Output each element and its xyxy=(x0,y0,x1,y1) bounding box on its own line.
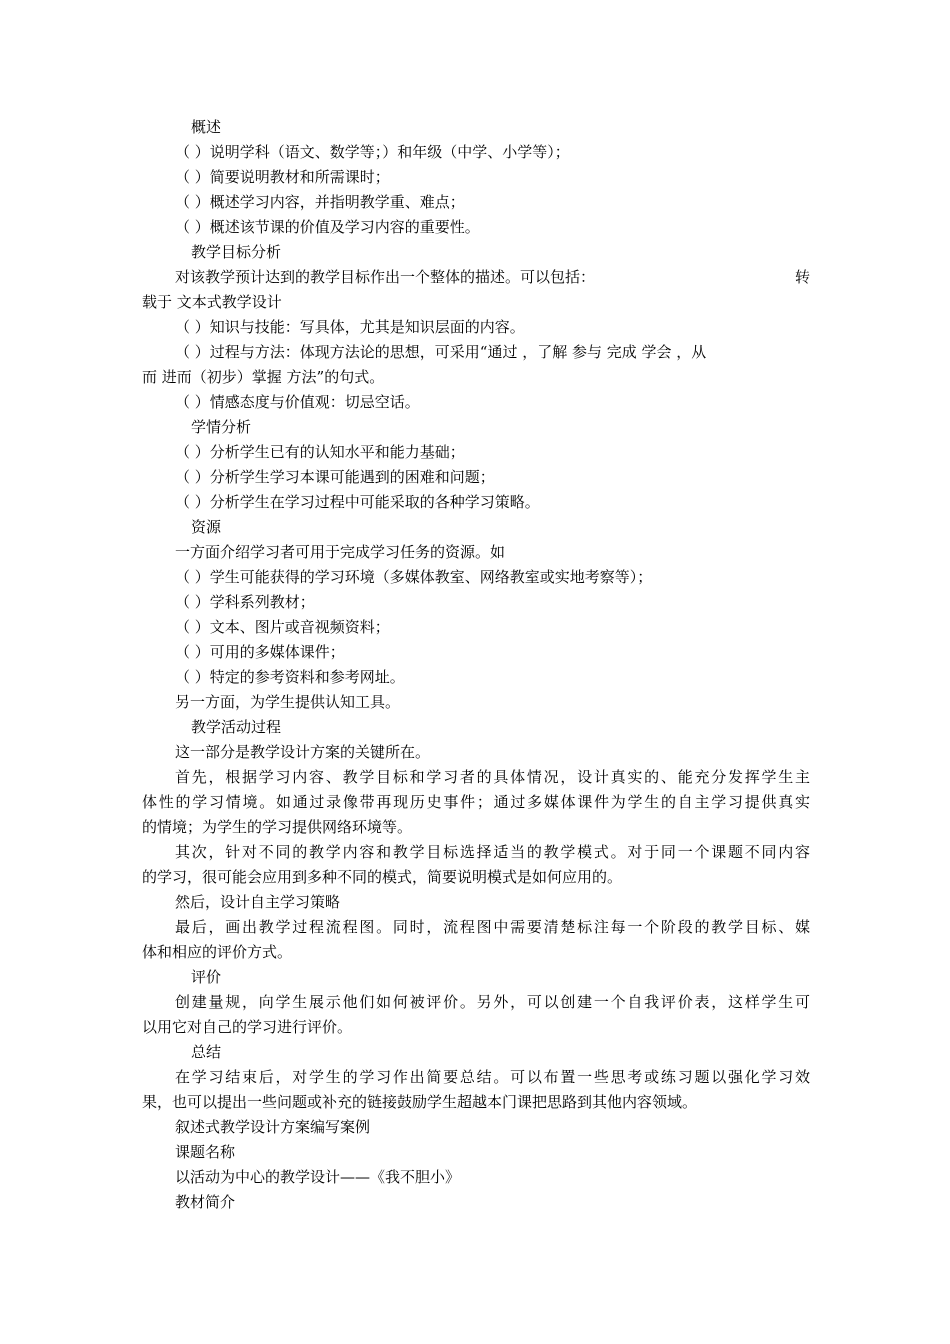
section-heading-evaluation: 评价 xyxy=(191,968,222,986)
resources-intro: 一方面介绍学习者可用于完成学习任务的资源。如 xyxy=(175,543,506,561)
paragraph-line: 在学习结束后，对学生的学习作出简要总结。可以布置一些思考或练习题以强化学习效 xyxy=(175,1068,810,1086)
case-name-label: 课题名称 xyxy=(175,1143,236,1161)
resources-outro: 另一方面，为学生提供认知工具。 xyxy=(175,693,401,711)
list-item: （ ）概述该节课的价值及学习内容的重要性。 xyxy=(175,218,480,236)
section-heading-overview: 概述 xyxy=(191,118,222,136)
list-item: （ ）文本、图片或音视频资料； xyxy=(175,618,390,636)
goals-intro-line xyxy=(175,265,810,290)
case-material-label: 教材简介 xyxy=(175,1193,236,1211)
paragraph-line: 的学习，很可能会应用到多种不同的模式，简要说明模式是如何应用的。 xyxy=(142,868,623,886)
list-item: （ ）情感态度与价值观：切忌空话。 xyxy=(175,393,420,411)
section-heading-goals: 教学目标分析 xyxy=(191,243,282,261)
list-item: （ ）分析学生已有的认知水平和能力基础； xyxy=(175,443,465,461)
goals-intro: 对该教学预计达到的教学目标作出一个整体的描述。可以包括： xyxy=(175,268,596,286)
paragraph-line: 这一部分是教学设计方案的关键所在。 xyxy=(175,743,431,761)
list-item: （ ）概述学习内容，并指明教学重、难点； xyxy=(175,193,465,211)
list-item: （ ）过程与方法：体现方法论的思想，可采用“通过 ，了解 参与 完成 学会 ，从 xyxy=(175,343,707,361)
list-item: （ ）分析学生学习本课可能遇到的困难和问题； xyxy=(175,468,495,486)
list-item: （ ）分析学生在学习过程中可能采取的各种学习策略。 xyxy=(175,493,540,511)
case-name-value: 以活动为中心的教学设计——《我不胆小》 xyxy=(175,1168,461,1186)
paragraph-line: 首先，根据学习内容、教学目标和学习者的具体情况，设计真实的、能充分发挥学生主 xyxy=(175,768,810,786)
list-item: （ ）学科系列教材； xyxy=(175,593,315,611)
list-item: （ ）简要说明教材和所需课时； xyxy=(175,168,390,186)
section-heading-learners: 学情分析 xyxy=(191,418,252,436)
paragraph-line: 最后，画出教学过程流程图。同时，流程图中需要清楚标注每一个阶段的教学目标、媒 xyxy=(175,918,810,936)
goals-intro-tail: 转 xyxy=(794,268,810,286)
list-item: （ ）说明学科（语文、数学等；）和年级（中学、小学等）； xyxy=(175,143,570,161)
list-item: （ ）知识与技能：写具体，尤其是知识层面的内容。 xyxy=(175,318,525,336)
list-item: （ ）学生可能获得的学习环境（多媒体教室、网络教室或实地考察等）； xyxy=(175,568,653,586)
paragraph-line: 其次，针对不同的教学内容和教学目标选择适当的教学模式。对于同一个课题不同内容 xyxy=(175,843,810,861)
paragraph-line: 创建量规，向学生展示他们如何被评价。另外，可以创建一个自我评价表，这样学生可 xyxy=(175,993,810,1011)
list-item-continuation: 而 进而（初步）掌握 方法”的句式。 xyxy=(142,368,385,386)
section-heading-process: 教学活动过程 xyxy=(191,718,282,736)
paragraph-line: 以用它对自己的学习进行评价。 xyxy=(142,1018,353,1036)
goals-intro-continuation: 载于 文本式教学设计 xyxy=(142,293,282,311)
section-heading-resources: 资源 xyxy=(191,518,222,536)
case-title: 叙述式教学设计方案编写案例 xyxy=(175,1118,371,1136)
paragraph-line: 的情境；为学生的学习提供网络环境等。 xyxy=(142,818,413,836)
paragraph-line: 体和相应的评价方式。 xyxy=(142,943,293,961)
section-heading-summary: 总结 xyxy=(191,1043,222,1061)
paragraph-line: 然后，设计自主学习策略 xyxy=(175,893,341,911)
paragraph-line: 体性的学习情境。如通过录像带再现历史事件；通过多媒体课件为学生的自主学习提供真实 xyxy=(142,793,810,811)
paragraph-line: 果，也可以提出一些问题或补充的链接鼓励学生超越本门课把思路到其他内容领域。 xyxy=(142,1093,698,1111)
list-item: （ ）特定的参考资料和参考网址。 xyxy=(175,668,405,686)
list-item: （ ）可用的多媒体课件； xyxy=(175,643,345,661)
